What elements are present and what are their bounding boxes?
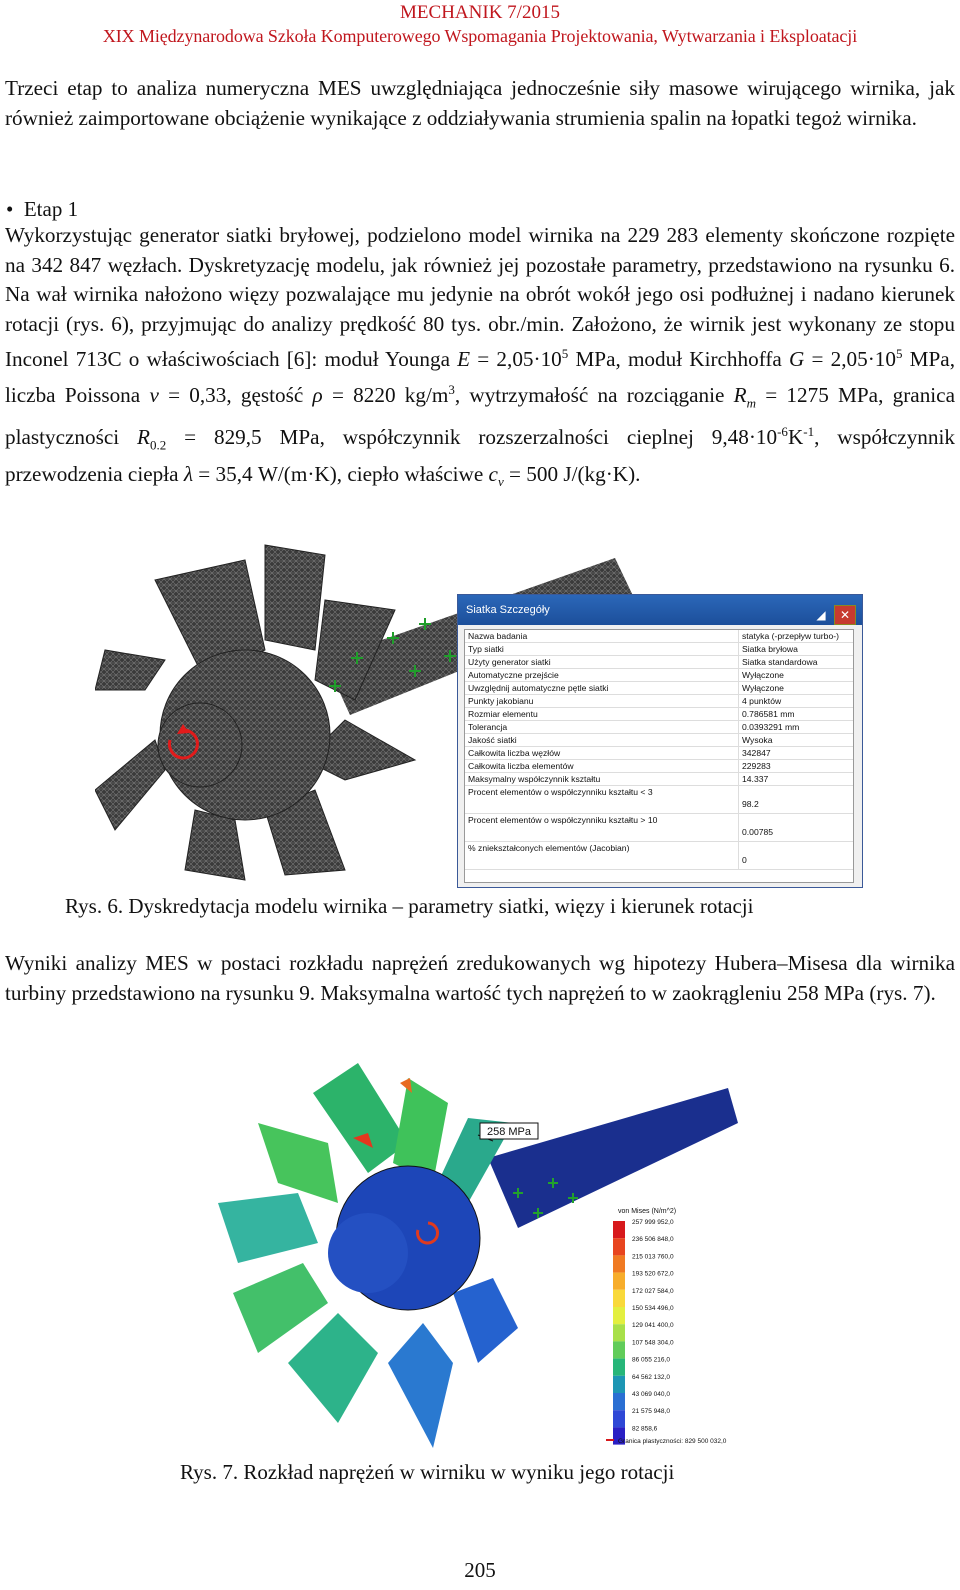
mesh-details-table [464, 629, 854, 883]
paragraph-stage1: Wykorzystując generator siatki bryłowej, podzielono model wirnika na 229 283 elementy skończone rozpięte na 342 847 węzłach. Dyskretyzację modelu, jak również jej pozostałe parametry, przedstawiono na rysunku 6. Na wał wirnika nałożono więzy pozwalające mu jedynie na obrót wokół jego osi podłużnej i nadano kierunek rotacji (rys. 6), przyjmując do analizy prędkość 80 tys. obr./min. Założono, że wirnik jest wykonany ze stopu Inconel 713C o właściwościach [6]: moduł Younga $E = 2,05\cdot 10^5$ MPa, moduł Kirchhoffa $G = 2,05\cdot 10^5$ MPa, liczba Poissona ν = 0,33, gęstość ρ = 8220 $kg/m^3$, wytrzymałość na rozciąganie $R_m = 1275$ MPa, granica plastyczności $R_{0.2} = 829,5$ MPa, współczynnik rozszerzalności cieplnej $9,48\cdot 10^{-6}K^{-1}$, współczynnik przewodzenia ciepła λ = 35,4 W/(m·K), ciepło właściwe $c_v = 500$ J/(kg·K). [5, 223, 955, 490]
row-value: 0.00785 [742, 827, 774, 837]
row-value: 0.786581 mm [742, 709, 795, 719]
legend-swatch [613, 1273, 625, 1290]
table-row [465, 842, 853, 870]
pin-icon[interactable]: ◢ [816, 608, 826, 622]
legend-swatch [613, 1359, 625, 1376]
dialog-title: Siatka Szczegóły [466, 604, 550, 616]
table-row [465, 747, 853, 760]
row-value: 342847 [742, 748, 771, 758]
paragraph-results: Wyniki analizy MES w postaci rozkładu naprężeń zredukowanych wg hipotezy Hubera–Misesa dla wirnika turbiny przedstawiono na rysunku 9. Maksymalna wartość tych naprężeń to w zaokrągleniu 258 MPa (rys. 7). [5, 951, 955, 1005]
bullet-item [6, 197, 78, 222]
row-value: Siatka bryłowa [742, 644, 798, 654]
row-value: Wysoka [742, 735, 773, 745]
table-row [465, 734, 853, 747]
row-value: Siatka standardowa [742, 657, 818, 667]
legend-swatch [613, 1393, 625, 1410]
legend-tick-label: 257 999 952,0 [632, 1219, 674, 1226]
legend-tick-label: 86 055 216,0 [632, 1356, 670, 1364]
table-row [465, 630, 853, 643]
row-value: 98.2 [742, 799, 759, 809]
row-value: 0 [742, 855, 747, 865]
legend-swatch [613, 1255, 625, 1272]
row-value: statyka (-przepływ turbo-) [742, 631, 839, 641]
legend-tick-label: 107 548 304,0 [632, 1339, 674, 1347]
row-value: 0.0393291 mm [742, 722, 800, 732]
row-key: Całkowita liczba węzłów [465, 747, 739, 759]
figure-7-caption: Rys. 7. Rozkład naprężeń w wirniku w wyniku jego rotacji [180, 1460, 675, 1484]
legend-swatch [613, 1341, 625, 1358]
table-row [465, 760, 853, 773]
stress-rotor-figure [218, 1063, 738, 1453]
table-row [465, 773, 853, 786]
row-value: 4 punktów [742, 696, 782, 706]
close-icon[interactable]: ✕ [834, 605, 856, 625]
row-key: Rozmiar elementu [465, 708, 739, 720]
legend-swatch [613, 1324, 625, 1341]
row-key: Użyty generator siatki [465, 656, 739, 668]
row-key: Nazwa badania [465, 630, 739, 642]
row-key: Typ siatki [465, 643, 739, 655]
conference-header: XIX Międzynarodowa Szkoła Komputerowego Wspomagania Projektowania, Wytwarzania i Eksploatacji [102, 26, 858, 46]
yield-limit-label: Granica plastyczności: 829 500 032,0 [618, 1438, 727, 1445]
table-row [465, 656, 853, 669]
table-row [465, 786, 853, 814]
legend-swatch [613, 1238, 625, 1255]
table-row [465, 669, 853, 682]
row-key: Procent elementów o współczynniku kształtu < 3 [465, 786, 739, 813]
legend-tick-label: 215 013 760,0 [632, 1253, 674, 1261]
legend-swatch [613, 1376, 625, 1393]
figure-6-caption: Rys. 6. Dyskredytacja modelu wirnika – parametry siatki, więzy i kierunek rotacji [65, 894, 754, 918]
row-key: % zniekształconych elementów (Jacobian) [465, 842, 739, 869]
legend-tick-label: 193 520 672,0 [632, 1270, 674, 1278]
bullet-label: Etap 1 [23, 197, 79, 221]
legend-tick-label: 82 858,6 [632, 1425, 658, 1433]
table-row [465, 814, 853, 842]
legend-swatch [613, 1410, 625, 1427]
bullet-symbol: • [6, 197, 14, 221]
row-key: Tolerancja [465, 721, 739, 733]
legend-swatch [613, 1221, 625, 1238]
legend-tick-label: 64 562 132,0 [632, 1373, 670, 1381]
row-key: Jakość siatki [465, 734, 739, 746]
mesh-details-dialog [457, 594, 863, 888]
table-row [465, 708, 853, 721]
row-key: Maksymalny współczynnik kształtu [465, 773, 739, 785]
table-row [465, 682, 853, 695]
legend-title: von Mises (N/m^2) [618, 1208, 677, 1215]
legend-tick-label: 43 069 040,0 [632, 1391, 670, 1398]
row-key: Punkty jakobianu [465, 695, 739, 707]
row-key: Całkowita liczba elementów [465, 760, 739, 772]
table-row [465, 643, 853, 656]
legend-tick-label: 172 027 584,0 [632, 1287, 674, 1295]
legend-tick-label: 150 534 496,0 [632, 1305, 674, 1312]
legend-swatch [613, 1290, 625, 1307]
row-key: Uwzględnij automatyczne pętle siatki [465, 682, 739, 694]
row-value: Wyłączone [742, 670, 784, 680]
row-key: Procent elementów o współczynniku kształtu > 10 [465, 814, 739, 841]
table-row [465, 695, 853, 708]
row-value: 14.337 [742, 774, 769, 784]
row-value: Wyłączone [742, 683, 784, 693]
row-key: Automatyczne przejście [465, 669, 739, 681]
row-value: 229283 [742, 761, 771, 771]
legend-tick-label: 21 575 948,0 [632, 1408, 670, 1416]
dialog-titlebar [458, 595, 862, 625]
max-stress-callout: 258 MPa [486, 1126, 532, 1138]
table-row [465, 721, 853, 734]
legend-tick-label: 236 506 848,0 [632, 1236, 674, 1244]
paragraph-intro: Trzeci etap to analiza numeryczna MES uwzględniająca jednocześnie siły masowe wirującego wirnika, jak również zaimportowane obciążenie wynikające z oddziaływania strumienia spalin na łopatki tegoż wirnika. [5, 76, 955, 130]
journal-header: MECHANIK 7/2015 [400, 2, 560, 23]
legend-tick-label: 129 041 400,0 [632, 1322, 674, 1330]
legend-swatch [613, 1307, 625, 1324]
page-number: 205 [464, 1558, 496, 1582]
